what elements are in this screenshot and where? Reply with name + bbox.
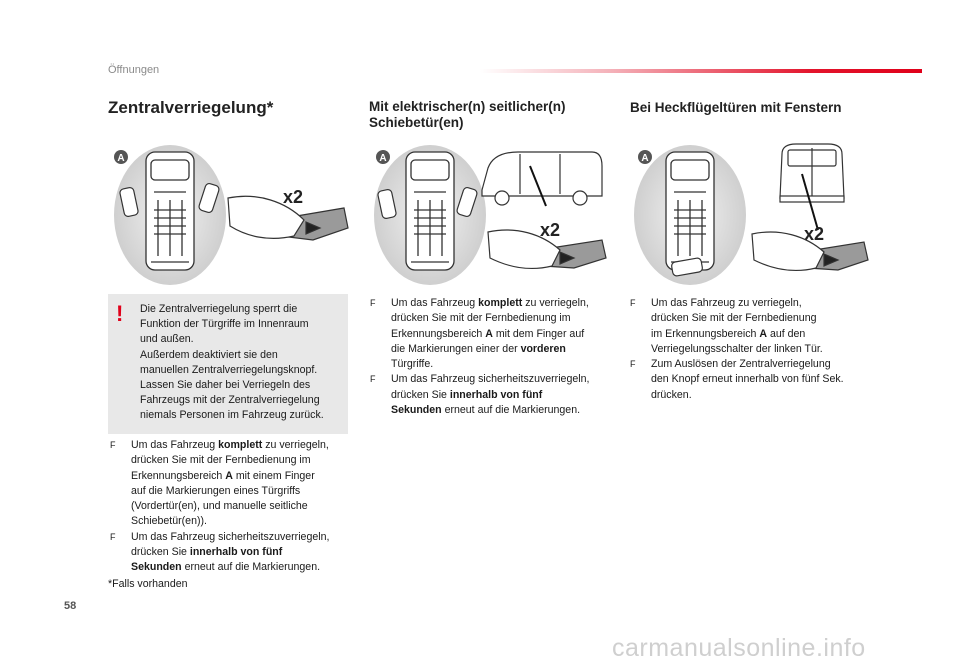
text: Um das Fahrzeug sicherheitszuverriegeln,: [131, 530, 330, 543]
text: Um das Fahrzeug: [131, 439, 219, 451]
instruction-item: [110, 530, 350, 576]
warning-line: Die Zentralverriegelung sperrt die: [140, 303, 298, 315]
warning-box: [108, 294, 348, 434]
text: drücken.: [651, 388, 692, 401]
illustration-sliding-door: [370, 140, 610, 290]
text: drücken Sie mit der Fernbedienung im: [391, 312, 571, 325]
text: Erkennungsbereich: [391, 327, 486, 340]
text: Um das Fahrzeug sicherheitszuverriegeln,: [391, 373, 590, 386]
emphasis: A: [759, 327, 768, 340]
warning-line: Außerdem deaktiviert sie den: [140, 348, 278, 361]
bullet-icon: F: [110, 440, 116, 450]
emphasis: A: [485, 327, 493, 340]
instruction-item: [370, 372, 615, 418]
van-side-view-icon: [482, 152, 602, 206]
zone-label: A: [117, 153, 125, 164]
warning-line: niemals Personen im Fahrzeug zurück.: [140, 409, 324, 422]
col3-instructions: [630, 296, 875, 403]
text: drücken Sie mit der Fernbedienung: [651, 312, 817, 325]
text: Um das Fahrzeug zu verriegeln,: [651, 297, 802, 309]
warning-line: Funktion der Türgriffe im Innenraum: [140, 318, 309, 331]
text: (Vordertür(en), und manuelle seitliche: [131, 500, 308, 513]
warning-line: und außen.: [140, 333, 194, 346]
van-rear-view-icon: [780, 144, 844, 230]
illustration-central-locking: [108, 140, 353, 290]
warning-line: Lassen Sie daher bei Verriegeln des: [140, 379, 311, 392]
emphasis: innerhalb von fünf: [449, 388, 543, 401]
bullet-icon: F: [110, 531, 116, 542]
press-twice-badge: x2: [540, 220, 561, 240]
emphasis: komplett: [478, 297, 523, 309]
text: auf den: [767, 327, 806, 340]
text: Verriegelungsschalter der linken Tür.: [651, 342, 823, 355]
text: zu verriegeln,: [522, 297, 589, 309]
bullet-icon: F: [370, 374, 376, 385]
illustration-rear-doors: [632, 140, 872, 290]
col2-title: [369, 99, 566, 131]
text: im Erkennungsbereich: [651, 327, 760, 340]
instruction-item: [630, 357, 875, 403]
emphasis: innerhalb von fünf: [189, 546, 283, 559]
emphasis: vorderen: [520, 342, 566, 355]
instruction-item: [370, 296, 615, 372]
text: Türgriffe.: [391, 358, 434, 371]
text: Zum Auslösen der Zentralverriegelung: [651, 358, 831, 371]
text: erneut auf die Markierungen.: [181, 561, 321, 574]
van-top-view-icon: [146, 152, 194, 270]
zone-label: A: [641, 153, 649, 164]
zone-label: A: [379, 153, 387, 164]
bullet-icon: F: [630, 359, 636, 370]
footnote: *Falls vorhanden: [108, 578, 188, 590]
col2-instructions: [370, 296, 615, 418]
watermark: carmanualsonline.info: [612, 634, 866, 662]
text: die Markierungen einer der: [391, 342, 521, 355]
text: Schiebetür(en)).: [131, 515, 207, 528]
emphasis: Sekunden: [391, 404, 442, 417]
press-twice-badge: x2: [283, 187, 304, 207]
text: Um das Fahrzeug: [391, 297, 479, 309]
press-twice-badge: x2: [804, 224, 825, 244]
text: den Knopf erneut innerhalb von fünf Sek.: [651, 373, 844, 386]
text: drücken Sie: [131, 546, 190, 559]
emphasis: Sekunden: [131, 561, 182, 574]
col2-title-line1: Mit elektrischer(n) seitlicher(n): [369, 99, 566, 114]
text: erneut auf die Markierungen.: [441, 404, 581, 417]
instruction-item: [110, 438, 350, 530]
warning-icon: !: [116, 301, 124, 326]
header-bar: [480, 69, 922, 73]
col1-instructions: [110, 438, 350, 576]
bullet-icon: F: [630, 298, 636, 308]
emphasis: komplett: [218, 439, 263, 451]
text: mit dem Finger auf: [492, 327, 585, 340]
warning-line: Fahrzeugs mit der Zentralverriegelung: [140, 394, 320, 407]
emphasis: A: [225, 469, 233, 482]
col1-title: Zentralverriegelung*: [108, 98, 274, 117]
page-number: 58: [64, 600, 77, 612]
text: drücken Sie mit der Fernbedienung im: [131, 454, 311, 467]
col2-title-line2: Schiebetür(en): [369, 115, 464, 130]
van-top-view-icon: [666, 152, 714, 270]
text: Erkennungsbereich: [131, 469, 226, 482]
warning-text: [140, 302, 346, 424]
text: mit einem Finger: [232, 469, 315, 482]
warning-line: manuellen Zentralverriegelungsknopf.: [140, 363, 318, 376]
text: auf die Markierungen eines Türgriffs: [131, 484, 301, 497]
section-label: Öffnungen: [108, 64, 160, 76]
van-top-view-icon: [406, 152, 454, 270]
col3-title: Bei Heckflügeltüren mit Fenstern: [630, 100, 842, 115]
text: zu verriegeln,: [262, 439, 329, 451]
text: drücken Sie: [391, 388, 450, 401]
bullet-icon: F: [370, 298, 376, 308]
instruction-item: [630, 296, 875, 357]
